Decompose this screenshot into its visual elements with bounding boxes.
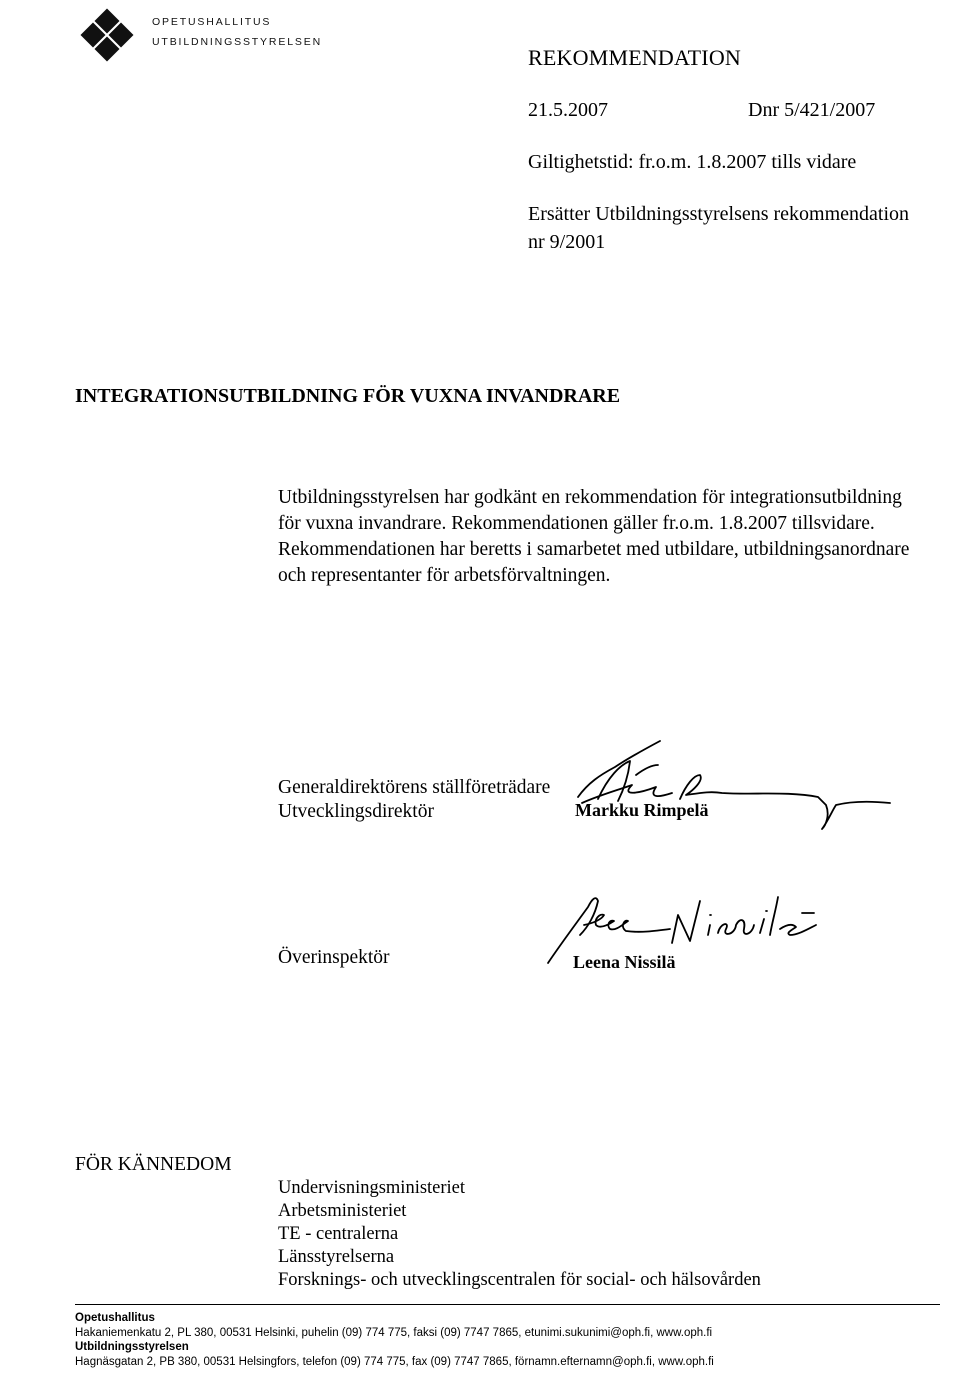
signatory-title: Överinspektör — [278, 947, 390, 968]
body-line: och representanter för arbetsförvaltningen. — [278, 565, 611, 586]
footer-address-swedish: Hagnäsgatan 2, PB 380, 00531 Helsingfors, telefon (09) 774 775, fax (09) 7747 7865, förnamn.efternamn@oph.fi, www.oph.fi — [75, 1355, 714, 1368]
footer-address-finnish: Hakaniemenkatu 2, PL 380, 00531 Helsinki, puhelin (09) 774 775, faksi (09) 7747 7865, etunimi.sukunimi@oph.fi, www.oph.fi — [75, 1326, 713, 1339]
body-line: för vuxna invandrare. Rekommendationen gäller fr.o.m. 1.8.2007 tillsvidare. — [278, 513, 875, 534]
list-item: Undervisningsministeriet — [278, 1178, 466, 1198]
body-line: Rekommendationen har beretts i samarbetet med utbildare, utbildningsanordnare — [278, 539, 910, 560]
footer-org-swedish: Utbildningsstyrelsen — [75, 1341, 189, 1353]
footer — [75, 1311, 714, 1369]
replaces-line: Ersätter Utbildningsstyrelsens rekommendation — [528, 203, 910, 225]
handwritten-signature — [540, 885, 825, 975]
signatory-title: Utvecklingsdirektör — [278, 801, 434, 822]
validity-period: Giltighetstid: fr.o.m. 1.8.2007 tills vidare — [528, 151, 857, 173]
document-date: 21.5.2007 — [528, 99, 608, 121]
body-line: Utbildningsstyrelsen har godkänt en rekommendation för integrationsutbildning — [278, 487, 902, 508]
list-item: TE - centralerna — [278, 1224, 399, 1244]
signatory-name: Markku Rimpelä — [575, 800, 709, 820]
list-item: Arbetsministeriet — [278, 1201, 407, 1221]
signatory-titles — [278, 776, 550, 824]
replaces-line: nr 9/2001 — [528, 231, 606, 253]
footer-divider — [75, 1304, 940, 1305]
signatory-name: Leena Nissilä — [573, 952, 676, 972]
replaces-note — [528, 200, 909, 256]
recipient-list — [278, 1177, 761, 1292]
document-number: Dnr 5/421/2007 — [748, 99, 876, 121]
list-item: Forsknings- och utvecklingscentralen för social- och hälsovården — [278, 1270, 761, 1290]
logo-name-finnish: OPETUSHALLITUS — [152, 16, 272, 28]
document-title: INTEGRATIONSUTBILDNING FÖR VUXNA INVANDRARE — [75, 385, 621, 407]
footer-org-finnish: Opetushallitus — [75, 1312, 155, 1324]
document-type: REKOMMENDATION — [528, 45, 742, 70]
body-paragraph — [278, 485, 909, 589]
diamond-logo-icon — [78, 7, 136, 64]
list-item: Länsstyrelserna — [278, 1247, 395, 1267]
logo-name-swedish: UTBILDNINGSSTYRELSEN — [152, 36, 323, 48]
distribution-label: FÖR KÄNNEDOM — [75, 1154, 232, 1175]
signatory-title: Generaldirektörens ställföreträdare — [278, 777, 551, 798]
handwritten-signature — [560, 735, 900, 835]
